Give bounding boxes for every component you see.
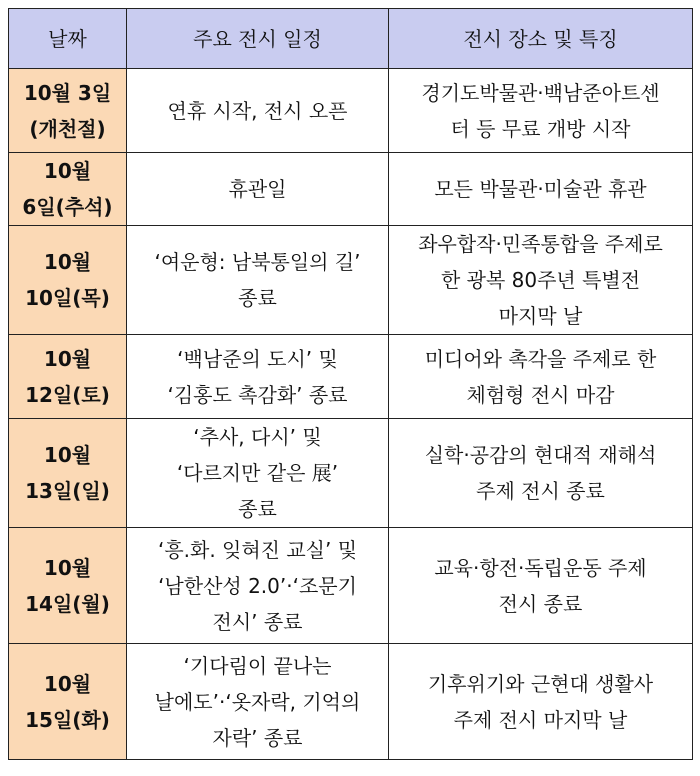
venue-cell-line: 미디어와 촉각을 주제로 한 [424, 346, 657, 371]
venue-cell-line: 모든 박물관·미술관 휴관 [434, 177, 647, 201]
date-cell-line: 6일(추석) [22, 195, 113, 219]
schedule-cell-line: 전시’ 종료 [212, 609, 303, 634]
schedule-cell [127, 226, 389, 335]
date-cell-line: 10월 [43, 671, 92, 696]
date-cell [9, 226, 127, 335]
date-cell [9, 335, 127, 419]
header-schedule: 주요 전시 일정 [127, 9, 389, 69]
schedule-cell-line: 날에도’·‘옷자락, 기억의 [154, 689, 361, 714]
venue-cell-line: 좌우합작·민족통합을 주제로 [418, 232, 663, 256]
date-cell-line: 14일(월) [25, 591, 110, 616]
table-row [9, 153, 693, 226]
date-cell-line: 10월 [43, 555, 92, 580]
venue-cell-line: 주제 전시 종료 [476, 479, 605, 503]
venue-cell-line: 주제 전시 마지막 날 [453, 707, 628, 732]
schedule-cell-line: 휴관일 [228, 177, 287, 201]
exhibition-schedule-table [8, 8, 693, 760]
schedule-cell-line: ‘흥.화. 잊혀진 교실’ 및 [157, 537, 358, 562]
venue-cell [389, 226, 693, 335]
venue-cell-line: 터 등 무료 개방 시작 [450, 116, 631, 141]
table-row [9, 528, 693, 644]
schedule-cell-line: ‘다르지만 같은 展’ [176, 461, 339, 485]
date-cell-line: 10월 3일 [23, 80, 112, 105]
schedule-cell-line: 자락’ 종료 [212, 725, 303, 750]
schedule-cell [127, 153, 389, 226]
schedule-cell [127, 644, 389, 760]
schedule-cell-line: 종료 [238, 497, 277, 521]
date-cell-line: 10월 [43, 159, 92, 183]
date-cell [9, 69, 127, 153]
table-row [9, 226, 693, 335]
schedule-cell-line: ‘남한산성 2.0’·‘조문기 [158, 573, 357, 598]
venue-cell-line: 경기도박물관·백남준아트센 [421, 80, 660, 105]
table-row [9, 419, 693, 528]
schedule-cell-line: ‘여운형: 남북통일의 길’ [154, 250, 361, 274]
date-cell [9, 153, 127, 226]
schedule-cell [127, 335, 389, 419]
date-cell-line: 10월 [43, 443, 92, 467]
schedule-cell [127, 69, 389, 153]
schedule-cell [127, 419, 389, 528]
venue-cell-line: 마지막 날 [498, 304, 583, 328]
venue-cell [389, 419, 693, 528]
date-cell-line: 10월 [43, 346, 92, 371]
date-cell-line: 13일(일) [25, 479, 110, 503]
date-cell-line: 10월 [43, 250, 92, 274]
schedule-cell-line: ‘추사, 다시’ 및 [193, 425, 322, 449]
date-cell [9, 419, 127, 528]
table-row [9, 335, 693, 419]
header-date: 날짜 [9, 9, 127, 69]
table-row [9, 644, 693, 760]
date-cell [9, 528, 127, 644]
venue-cell-line: 교육·항전·독립운동 주제 [434, 555, 647, 580]
date-cell [9, 644, 127, 760]
venue-cell-line: 한 광복 80주년 특별전 [440, 268, 641, 292]
venue-cell [389, 153, 693, 226]
venue-cell-line: 전시 종료 [498, 591, 583, 616]
schedule-cell-line: 종료 [238, 286, 277, 310]
header-row [9, 9, 693, 69]
schedule-cell-line: ‘기다림이 끝나는 [183, 653, 332, 678]
date-cell-line: (개천절) [29, 116, 106, 141]
header-venue: 전시 장소 및 특징 [389, 9, 693, 69]
venue-cell [389, 528, 693, 644]
venue-cell-line: 체험형 전시 마감 [466, 382, 615, 407]
venue-cell-line: 기후위기와 근현대 생활사 [427, 671, 654, 696]
schedule-cell-line: ‘백남준의 도시’ 및 [177, 346, 338, 371]
schedule-cell [127, 528, 389, 644]
schedule-cell-line: ‘김홍도 촉감화’ 종료 [167, 382, 348, 407]
date-cell-line: 10일(목) [25, 286, 110, 310]
schedule-cell-line: 연휴 시작, 전시 오픈 [167, 98, 348, 123]
venue-cell-line: 실학·공감의 현대적 재해석 [424, 443, 657, 467]
table-row [9, 69, 693, 153]
venue-cell [389, 644, 693, 760]
date-cell-line: 15일(화) [25, 707, 110, 732]
date-cell-line: 12일(토) [25, 382, 110, 407]
venue-cell [389, 69, 693, 153]
venue-cell [389, 335, 693, 419]
